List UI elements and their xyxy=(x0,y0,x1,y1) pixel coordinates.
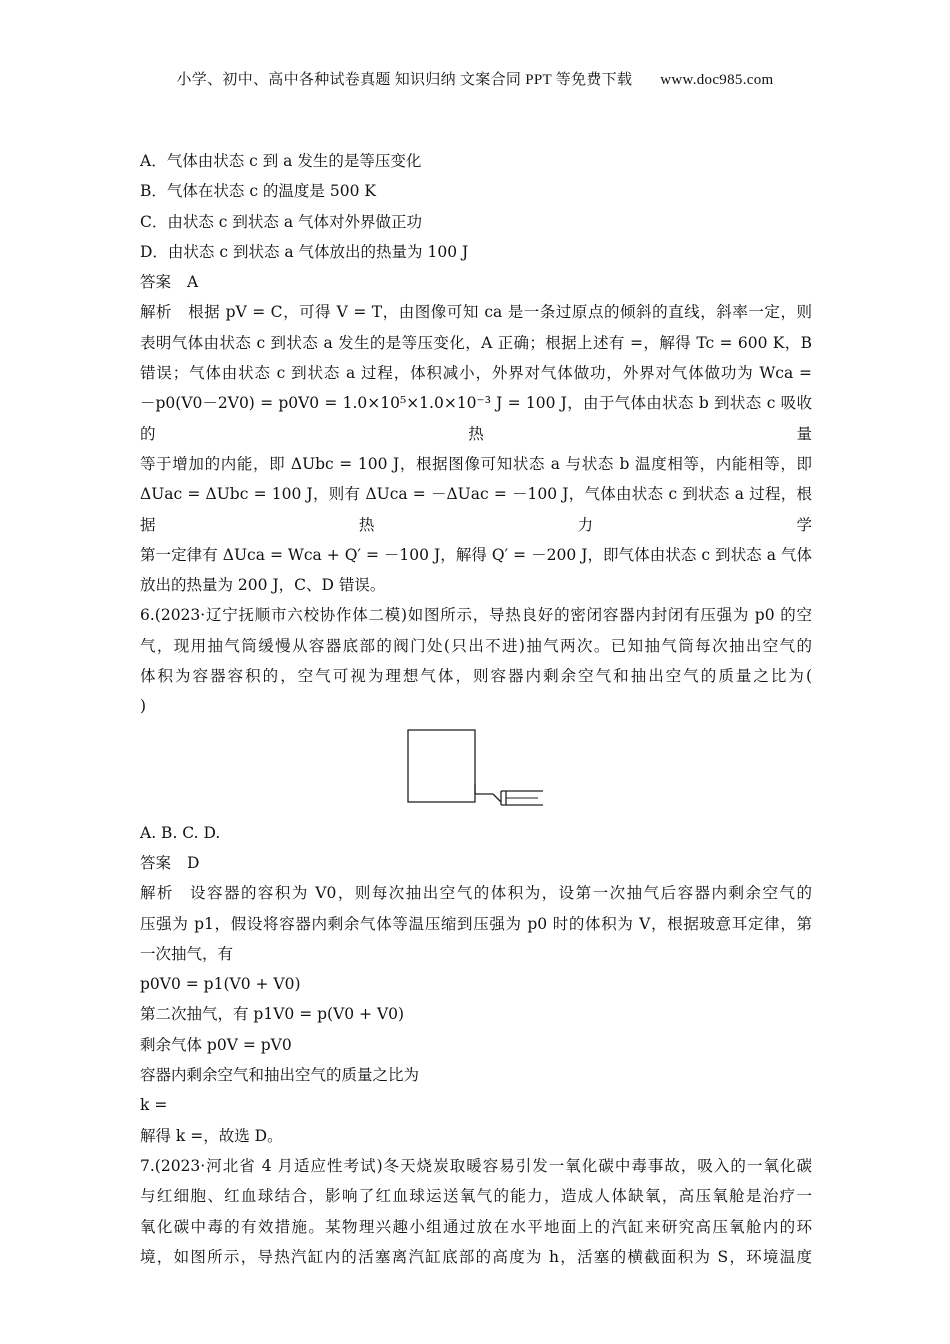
q5-option: B．气体在状态 c 的温度是 500 K xyxy=(140,182,376,201)
q6-answer xyxy=(140,848,812,878)
header-text: 小学、初中、高中各种试卷真题 知识归纳 文案合同 PPT 等免费下载 xyxy=(176,72,633,88)
q6-analysis-line xyxy=(140,878,812,908)
q5-analysis-line: ΔUac = ΔUbc = 100 J，则有 ΔUca = －ΔUac = －100 J，气体由状态 c 到状态 a 过程，根据热力学 xyxy=(140,485,812,534)
q5-analysis-line xyxy=(140,297,812,327)
q5-analysis-line: 表明气体由状态 c 到状态 a 发生的是等压变化，A 正确；根据上述有 =，解得 Tc = 600 K，B xyxy=(140,333,812,352)
header-site: www.doc985.com xyxy=(660,72,774,88)
q6-stem-line: 6.(2023·辽宁抚顺市六校协作体二模)如图所示，导热良好的密闭容器内封闭有压强为 p0 的空 xyxy=(140,606,812,625)
analysis-label: 解析 xyxy=(140,884,174,903)
q5-analysis-line: 错误；气体由状态 c 到状态 a 过程，体积减小，外界对气体做功，外界对气体做功为 Wca = xyxy=(140,364,812,383)
q6-analysis-line: 剩余气体 p0V = pV0 xyxy=(140,1035,292,1054)
q6-options: A. B. C. D. xyxy=(140,823,221,842)
q6-stem-line: 气，现用抽气筒缓慢从容器底部的阀门处(只出不进)抽气两次。已知抽气筒每次抽出空气的 xyxy=(140,636,812,655)
q5-analysis-line: 放出的热量为 200 J，C、D 错误。 xyxy=(140,576,386,595)
q7-stem-line: 氧化碳中毒的有效措施。某物理兴趣小组通过放在水平地面上的汽缸来研究高压氧舱内的环 xyxy=(140,1217,812,1236)
q5-analysis-line: 第一定律有 ΔUca = Wca + Q′ = －100 J，解得 Q′ = －200 J，即气体由状态 c 到状态 a 气体 xyxy=(140,545,812,564)
analysis-label: 解析 xyxy=(140,303,173,322)
q6-analysis-line: 解得 k =，故选 D。 xyxy=(140,1126,283,1145)
q5-option: C．由状态 c 到状态 a 气体对外界做正功 xyxy=(140,212,422,231)
q6-stem-line: 体积为容器容积的，空气可视为理想气体，则容器内剩余空气和抽出空气的质量之比为( xyxy=(140,667,812,686)
page-header xyxy=(0,68,950,89)
answer-label: 答案 xyxy=(140,273,172,292)
q6-analysis-line: k = xyxy=(140,1096,168,1115)
q5-option: D．由状态 c 到状态 a 气体放出的热量为 100 J xyxy=(140,242,469,261)
q7-stem-line: 境，如图所示，导热汽缸内的活塞离汽缸底部的高度为 h，活塞的横截面积为 S，环境温度 xyxy=(140,1247,812,1266)
q6-analysis-line: 容器内剩余空气和抽出空气的质量之比为 xyxy=(140,1066,420,1085)
container-figure xyxy=(140,722,812,818)
q6-stem-line: ) xyxy=(140,697,147,716)
answer-value: D xyxy=(187,853,200,872)
q6-analysis-line: 压强为 p1，假设将容器内剩余气体等温压缩到压强为 p0 时的体积为 V，根据玻意耳定律，第 xyxy=(140,914,812,933)
container-pump-diagram xyxy=(398,728,548,808)
container-outline xyxy=(408,730,475,802)
q7-stem-line: 与红细胞、红血球结合，影响了红血球运送氧气的能力，造成人体缺氧，高压氧舱是治疗一 xyxy=(140,1187,812,1206)
valve xyxy=(493,794,501,802)
document-body xyxy=(140,146,812,1272)
analysis-text: 根据 pV = C，可得 V = T，由图像可知 ca 是一条过原点的倾斜的直线，斜率一定，则 xyxy=(188,303,812,322)
q5-analysis-line: 等于增加的内能，即 ΔUbc = 100 J，根据图像可知状态 a 与状态 b 温度相等，内能相等，即 xyxy=(140,454,812,473)
q5-option: A．气体由状态 c 到 a 发生的是等压变化 xyxy=(140,152,422,170)
q5-analysis-line: －p0(V0－2V0) = p0V0 = 1.0×10⁵×1.0×10⁻³ J = 100 J，由于气体由状态 b 到状态 c 吸收的热量 xyxy=(140,394,812,443)
q5-answer xyxy=(140,267,812,297)
q6-analysis-line: p0V0 = p1(V0 + V0) xyxy=(140,975,301,994)
answer-value: A xyxy=(187,273,199,292)
q6-analysis-line: 一次抽气，有 xyxy=(140,944,234,963)
q6-analysis-line: 第二次抽气，有 p1V0 = p(V0 + V0) xyxy=(140,1005,405,1024)
analysis-text: 设容器的容积为 V0，则每次抽出空气的体积为，设第一次抽气后容器内剩余空气的 xyxy=(189,884,812,903)
answer-label: 答案 xyxy=(140,853,172,872)
q7-stem-line: 7.(2023·河北省 4 月适应性考试)冬天烧炭取暖容易引发一氧化碳中毒事故，吸入的一氧化碳 xyxy=(140,1156,812,1175)
